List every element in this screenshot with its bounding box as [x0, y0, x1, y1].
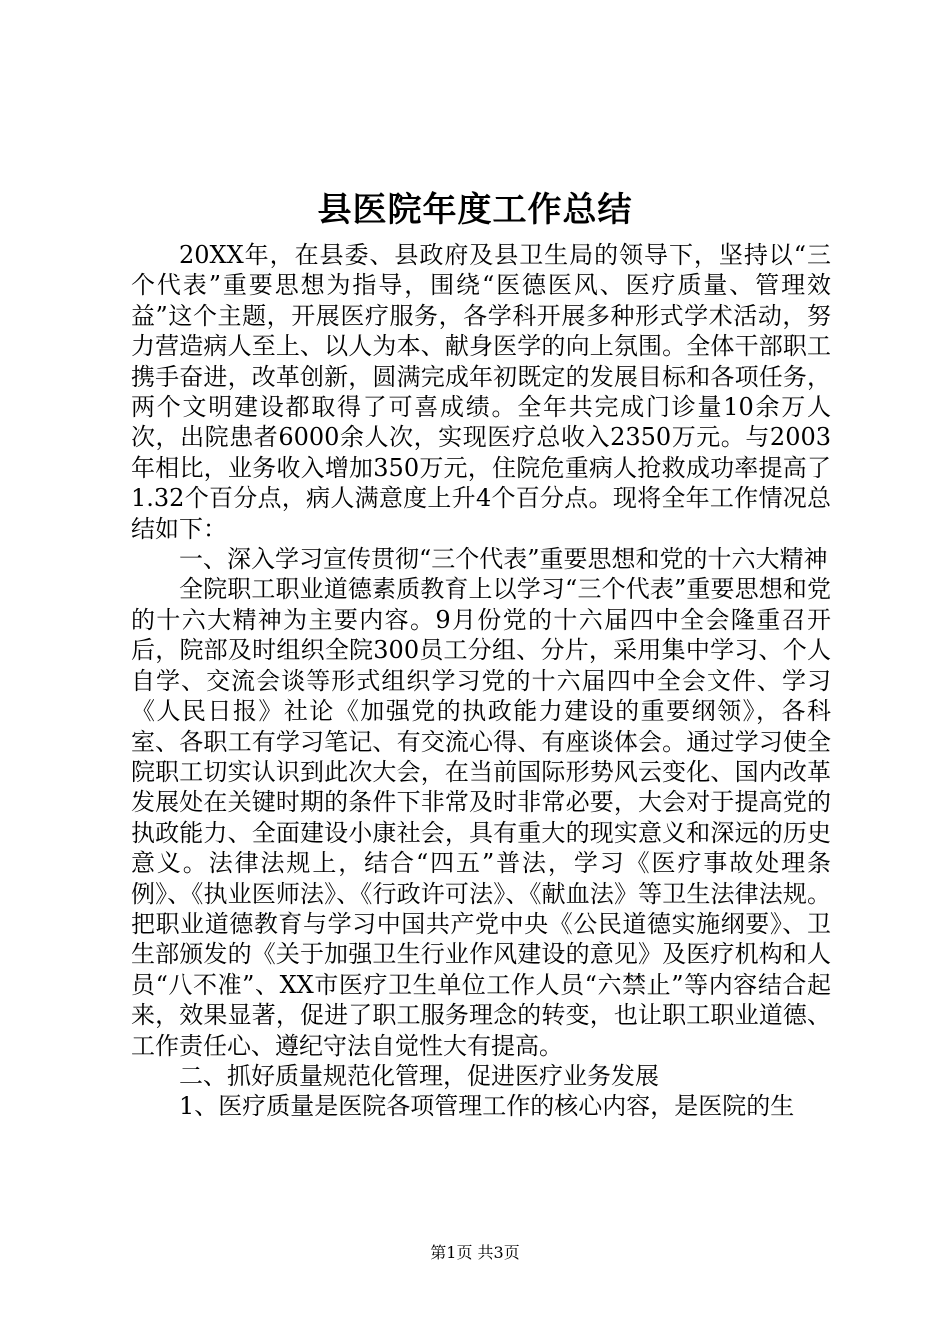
document-body: [131, 240, 831, 1122]
section-2-paragraph: 1、医疗质量是医院各项管理工作的核心内容，是医院的生: [179, 1092, 795, 1121]
section-1-paragraph: 全院职工职业道德素质教育上以学习“三个代表”重要思想和党的十六大精神为主要内容。9月份党的十六届四中全会隆重召开后，院部及时组织全院300员工分组、分片，采用集中学习、个人自学、交流会谈等形式组织学习党的十六届四中全会文件、学习《人民日报》社论《加强党的执政能力建设的重要纲领》，各科室、各职工有学习笔记、有交流心得、有座谈体会。通过学习使全院职工切实认识到此次大会，在当前国际形势风云变化、国内改革发展处在关键时期的条件下非常及时非常必要，大会对于提高党的执政能力、全面建设小康社会，具有重大的现实意义和深远的历史意义。法律法规上，结合“四五”普法，学习《医疗事故处理条例》、《执业医师法》、《行政许可法》、《献血法》等卫生法律法规。把职业道德教育与学习中国共产党中央《公民道德实施纲要》、卫生部颁发的《关于加强卫生行业作风建设的意见》及医疗机构和人员“八不准”、XX市医疗卫生单位工作人员“六禁止”等内容结合起来，效果显著，促进了职工服务理念的转变，也让职工职业道德、工作责任心、遵纪守法自觉性大有提高。: [131, 575, 831, 1060]
section-heading-1: 一、深入学习宣传贯彻“三个代表”重要思想和党的十六大精神: [179, 545, 828, 574]
section-heading-2: 二、抓好质量规范化管理，促进医疗业务发展: [179, 1061, 659, 1090]
document-title: 县医院年度工作总结: [317, 190, 633, 230]
page-number-footer: 第1页 共3页: [430, 1243, 520, 1262]
intro-paragraph: 20XX年，在县委、县政府及县卫生局的领导下，坚持以“三个代表”重要思想为指导，围绕“医德医风、医疗质量、管理效益”这个主题，开展医疗服务，各学科开展多种形式学术活动，努力营造病人至上、以人为本、献身医学的向上氛围。全体干部职工携手奋进，改革创新，圆满完成年初既定的发展目标和各项任务，两个文明建设都取得了可喜成绩。全年共完成门诊量10余万人次，出院患者6000余人次，实现医疗总收入2350万元。与2003年相比，业务收入增加350万元，住院危重病人抢救成功率提高了1.32个百分点，病人满意度上升4个百分点。现将全年工作情况总结如下：: [131, 241, 831, 543]
